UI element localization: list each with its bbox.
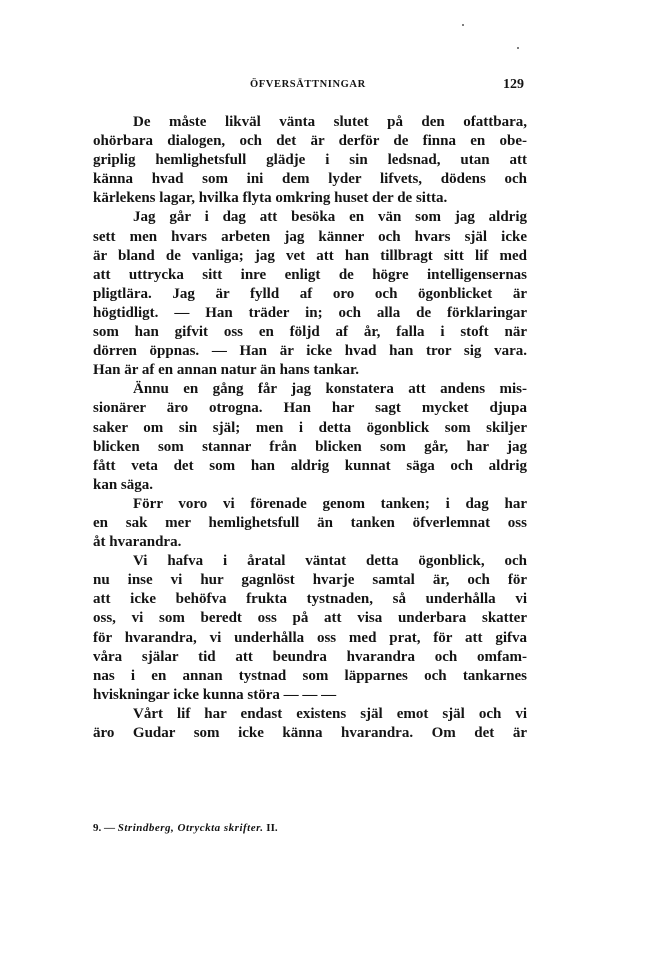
- text-line: De måste likväl vänta slutet på den ofattbara,: [133, 114, 527, 130]
- text-line: nas i en annan tystnad som läpparnes och tankarnes: [93, 667, 527, 684]
- running-title: ÖFVERSÄTTNINGAR: [250, 79, 366, 90]
- signature-title: Strindberg, Otryckta skrifter.: [117, 822, 264, 834]
- text-line: kan säga.: [93, 476, 154, 493]
- text-line: att uttrycka sitt inre enligt de högre intelligensernas: [93, 266, 527, 283]
- text-line: åt hvarandra.: [93, 534, 182, 551]
- page-number: 129: [503, 77, 524, 92]
- paper-speck: [517, 47, 519, 49]
- text-line: saker om sin själ; men i detta ögonblick som skiljer: [93, 419, 527, 436]
- text-line: Vi hafva i åratal väntat detta ögonblick, och: [133, 553, 527, 570]
- text-line: Han är af en annan natur än hans tankar.: [93, 362, 360, 379]
- text-line: att icke behöfva frukta tystnaden, så underhålla vi: [93, 591, 527, 608]
- text-line: en sak mer hemlighetsfull än tanken öfverlemnat oss: [93, 514, 527, 531]
- text-line: är bland de vanliga; jag vet att han tillbragt sitt lif med: [93, 247, 527, 264]
- text-line: sett men hvars arbeten jag känner och hvars själ icke: [93, 228, 527, 245]
- paper-speck: [462, 24, 464, 26]
- text-line: fått veta det som han aldrig kunnat säga och aldrig: [93, 457, 527, 474]
- text-line: nu inse vi hur gagnlöst hvarje samtal är, och för: [93, 572, 527, 589]
- text-line: Jag går i dag att besöka en vän som jag aldrig: [133, 209, 527, 226]
- text-line: högtidligt. — Han träder in; och alla de förklaringar: [93, 304, 527, 321]
- text-line: äro Gudar som icke känna hvarandra. Om det är: [93, 725, 527, 741]
- text-line: pligtlära. Jag är fylld af oro och ögonblicket är: [93, 285, 527, 302]
- text-line: hviskningar icke kunna störa — — —: [93, 686, 337, 703]
- text-line: dörren öppnas. — Han är icke hvad han tror sig vara.: [93, 343, 527, 360]
- text-line: våra själar tid att beundra hvarandra och omfam-: [93, 648, 527, 665]
- text-line: som han gifvit oss en följd af år, falla i stoft när: [93, 324, 527, 341]
- text-line: känna hvad som ini dem lyder lifvets, dödens och: [93, 171, 527, 188]
- text-line: griplig hemlighetsfull glädje i sin ledsnad, utan att: [93, 152, 527, 169]
- text-line: sionärer äro otrogna. Han har sagt mycket djupa: [93, 400, 527, 417]
- text-line: Vårt lif har endast existens själ emot själ och vi: [133, 705, 527, 722]
- signature-line: [93, 822, 278, 834]
- volume-number: II.: [266, 822, 278, 834]
- text-line: för hvarandra, vi underhålla oss med prat, för att gifva: [93, 629, 527, 646]
- text-line: Förr voro vi förenade genom tanken; i dag har: [133, 495, 527, 512]
- signature-mark: 9. —: [93, 822, 115, 834]
- text-line: blicken som stannar från blicken som går, har jag: [93, 438, 527, 455]
- text-line: Ännu en gång får jag konstatera att andens mis-: [133, 381, 527, 398]
- text-line: oss, vi som beredt oss på att visa underbara skatter: [93, 610, 527, 627]
- text-line: ohörbara dialogen, och det är derför de finna en obe-: [93, 133, 527, 150]
- text-line: kärlekens lagar, hvilka flyta omkring huset der de sitta.: [93, 190, 448, 207]
- body-text: [93, 113, 527, 743]
